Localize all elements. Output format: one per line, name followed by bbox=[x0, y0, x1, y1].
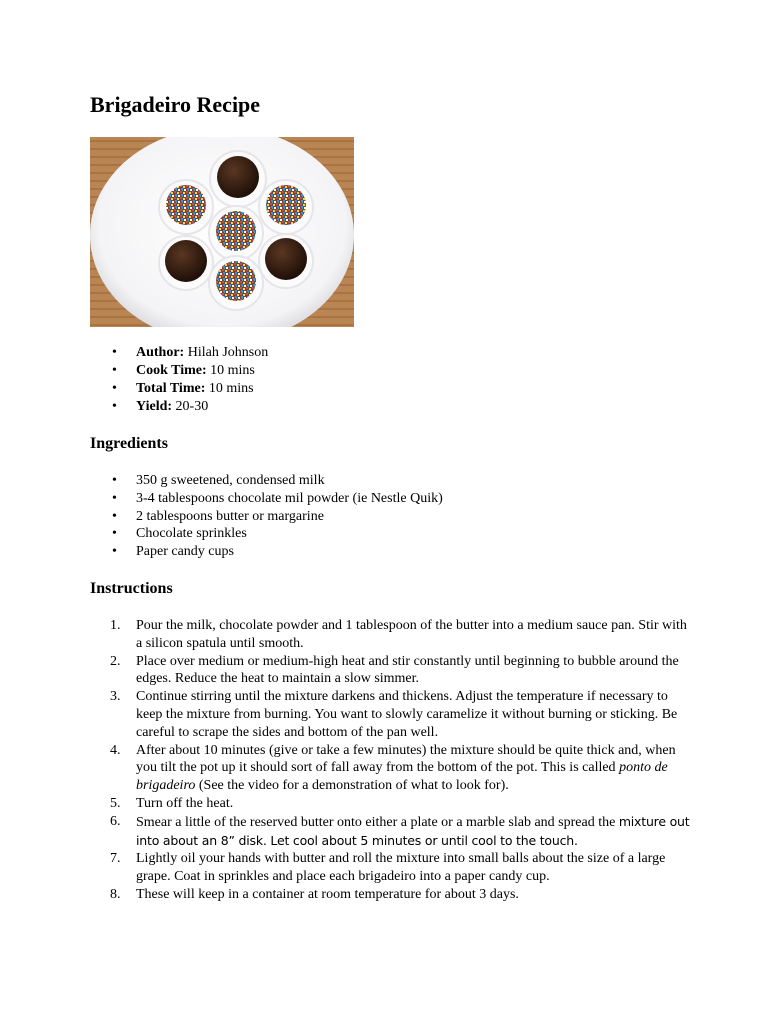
instructions-list bbox=[90, 617, 690, 904]
step-emphasis: ponto de brigadeiro bbox=[136, 760, 668, 794]
meta-yield: • Yield: 20-30 bbox=[90, 398, 268, 416]
step-text: Pour the milk, chocolate powder and 1 tablespoon of the butter into a medium sauce pan. Stir with a silicon spatula until smooth. bbox=[136, 618, 687, 651]
plate-of-brigadeiros-photo bbox=[90, 137, 354, 327]
step-number: 8. bbox=[110, 886, 121, 902]
meta-cook-time: • Cook Time: 10 mins bbox=[90, 362, 268, 380]
ingredients-heading: Ingredients bbox=[90, 435, 168, 452]
ingredient-item: • Chocolate sprinkles bbox=[90, 525, 443, 543]
page-title: Brigadeiro Recipe bbox=[90, 92, 261, 117]
instruction-step bbox=[90, 886, 690, 904]
step-text: (See the video for a demonstration of what to look for). bbox=[195, 778, 509, 794]
instruction-step bbox=[90, 688, 690, 741]
step-number: 7. bbox=[110, 851, 121, 867]
step-number: 6. bbox=[110, 813, 121, 829]
step-text: Smear a little of the reserved butter onto either a plate or a marble slab and spread the bbox=[136, 814, 619, 830]
step-text: Turn off the heat. bbox=[136, 795, 234, 811]
step-number: 2. bbox=[110, 653, 121, 669]
step-text: Place over medium or medium-high heat and stir constantly until beginning to bubble around the edges. Reduce the heat to maintain a slow simmer. bbox=[136, 653, 679, 687]
step-text: mixture out into about an 8” disk. Let cool about 5 minutes or until cool to the touch. bbox=[136, 813, 690, 848]
instructions-heading: Instructions bbox=[90, 580, 173, 597]
instruction-step bbox=[90, 653, 690, 689]
instruction-step bbox=[90, 850, 690, 886]
instruction-step bbox=[90, 813, 690, 851]
instruction-step bbox=[90, 742, 690, 795]
ingredient-item: • 3-4 tablespoons chocolate mil powder (ie Nestle Quik) bbox=[90, 490, 443, 508]
step-number: 5. bbox=[110, 795, 121, 811]
instruction-step bbox=[90, 795, 690, 813]
instruction-step bbox=[90, 617, 690, 653]
meta-author: • Author: Hilah Johnson bbox=[90, 344, 268, 362]
ingredient-item: • 2 tablespoons butter or margarine bbox=[90, 508, 443, 526]
step-number: 1. bbox=[110, 618, 121, 633]
step-text: After about 10 minutes (give or take a few minutes) the mixture should be quite thick and, when you tilt the pot up it should sort of fall away from the bottom of the pot. This is called bbox=[136, 742, 676, 776]
step-number: 4. bbox=[110, 742, 121, 758]
step-text: Lightly oil your hands with butter and roll the mixture into small balls about the size of a large grape. Coat in sprinkles and place each brigadeiro into a paper candy cup. bbox=[136, 851, 666, 885]
step-text: Continue stirring until the mixture darkens and thickens. Adjust the temperature if necessary to keep the mixture from burning. You want to slowly caramelize it without burning or sticking. Be careful to scrape the sides and bottom of the pan well. bbox=[136, 689, 678, 740]
step-number: 3. bbox=[110, 689, 121, 705]
recipe-meta-list bbox=[90, 344, 268, 416]
step-text: These will keep in a container at room temperature for about 3 days. bbox=[136, 886, 519, 902]
ingredient-item: • 350 g sweetened, condensed milk bbox=[90, 472, 443, 490]
ingredients-list bbox=[90, 472, 443, 561]
meta-total-time: • Total Time: 10 mins bbox=[90, 380, 268, 398]
ingredient-item: • Paper candy cups bbox=[90, 543, 443, 561]
